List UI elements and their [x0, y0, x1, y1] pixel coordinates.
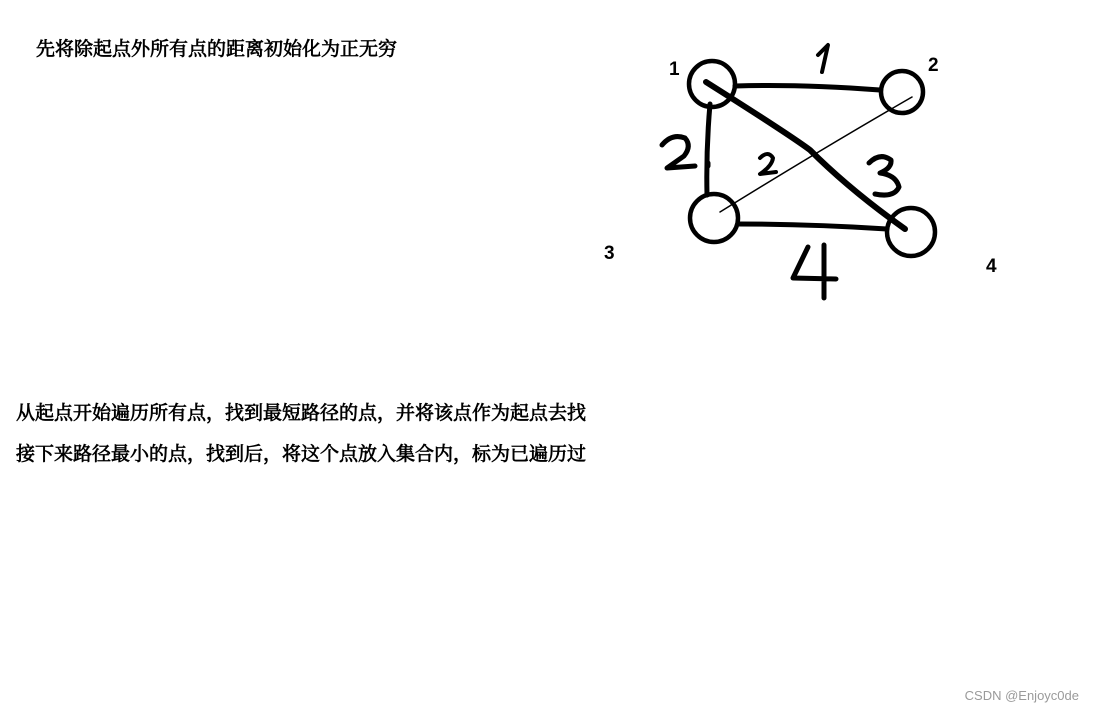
edge-weight-4 — [793, 245, 836, 298]
paragraph-line-2: 接下来路径最小的点，找到后，将这个点放入集合内，标为已遍历过 — [16, 443, 587, 465]
edge-weight-2-left — [662, 137, 695, 168]
edge-1-3 — [707, 104, 710, 195]
edge-weight-3 — [869, 157, 899, 195]
node-2-circle — [881, 71, 923, 113]
edge-weight-1 — [818, 45, 828, 72]
node-label-1: 1 — [669, 59, 680, 80]
node-3-circle — [690, 194, 738, 242]
edge-3-4 — [738, 224, 887, 229]
node-label-3: 3 — [604, 243, 615, 264]
heading-text: 先将除起点外所有点的距离初始化为正无穷 — [36, 38, 398, 60]
node-label-4: 4 — [986, 256, 997, 277]
node-label-2: 2 — [928, 55, 939, 76]
node-4-circle — [887, 208, 935, 256]
paragraph-line-1: 从起点开始遍历所有点，找到最短路径的点，并将该点作为起点去找 — [16, 402, 587, 424]
edge-1-2 — [735, 86, 880, 91]
edge-weight-2-center — [760, 154, 776, 174]
watermark: CSDN @Enjoyc0de — [964, 688, 1079, 703]
